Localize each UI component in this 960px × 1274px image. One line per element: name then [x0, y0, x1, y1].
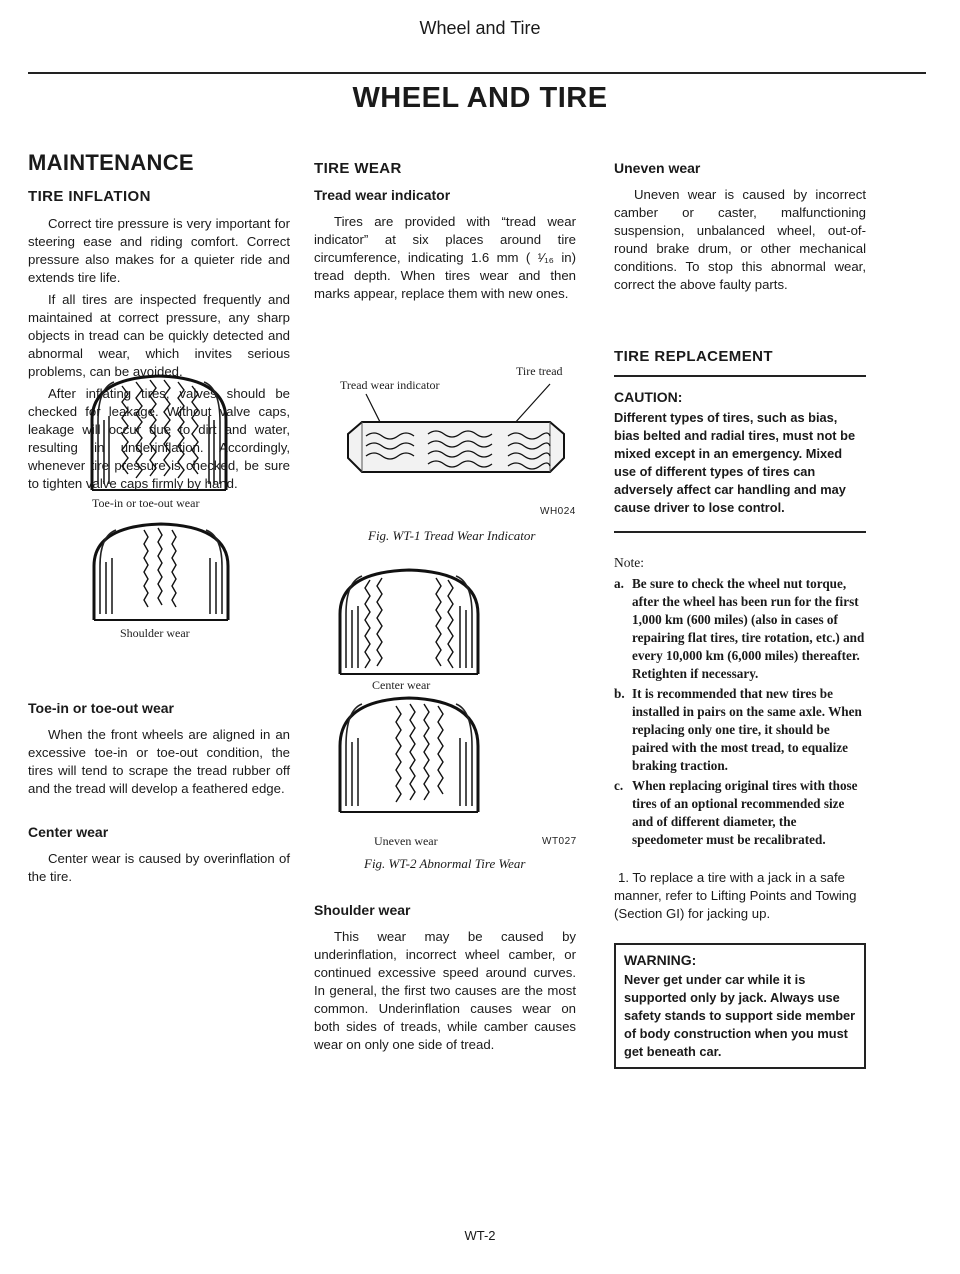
- figure-caption-wt1: Fig. WT-1 Tread Wear Indicator: [368, 528, 536, 543]
- running-head: Wheel and Tire: [419, 18, 541, 38]
- note-block: [614, 555, 866, 849]
- heading-tread-wear-indicator: Tread wear indicator: [314, 187, 451, 203]
- column-right: [614, 160, 866, 1069]
- warning-title: WARNING:: [624, 952, 697, 968]
- note-letter: c.: [614, 778, 624, 793]
- paragraph: When the front wheels are aligned in an excessive toe-in or toe-out condition, the tires will tend to scrape the tread rubber off and the tread will develop a feathered edge.: [28, 727, 290, 796]
- header-rule: [28, 72, 926, 74]
- page-number: WT-2: [464, 1228, 496, 1243]
- paragraph: Tires are provided with “tread wear indicator” at six places around tire circumference, indicating 1.6 mm ( ¹⁄₁₆ in) tread depth. When tires wear and then marks appear, replace them with new ones.: [314, 214, 576, 301]
- shoulder-wear-figure: [88, 522, 234, 622]
- caution-rule-top: [614, 375, 866, 377]
- heading-tire-inflation: TIRE INFLATION: [28, 188, 151, 205]
- heading-shoulder-wear: Shoulder wear: [314, 902, 411, 918]
- note-text: Be sure to check the wheel nut torque, after the wheel has been run for the first 1,000 km (600 miles) (also in cases of repairing flat tires, tire rotation, etc.) and every 10,000 km (6,000 miles) thereafter. Retighten if necessary.: [632, 576, 865, 681]
- step-1: 1. To replace a tire with a jack in a safe manner, refer to Lifting Points and Towing (Section GI) for jacking up.: [614, 870, 857, 921]
- paragraph: If all tires are inspected frequently and maintained at correct pressure, any sharp objects in tread can be quickly detected and abnormal wear, which invites serious problems, can be avoided.: [28, 292, 290, 379]
- note-item: [614, 575, 866, 683]
- heading-tire-replacement: TIRE REPLACEMENT: [614, 348, 773, 365]
- note-title: Note:: [614, 555, 644, 570]
- figure-label-center-wear: Center wear: [372, 678, 431, 692]
- uneven-wear-figure: [334, 696, 484, 814]
- note-text: When replacing original tires with those tires of an optional recommended size and of different diameter, the speedometer must be recalibrated.: [632, 778, 858, 847]
- figure-code-wh024: WH024: [540, 506, 576, 517]
- note-letter: b.: [614, 686, 625, 701]
- column-middle: [314, 160, 576, 303]
- note-item: [614, 685, 866, 775]
- figure-label-toe-in: Toe-in or toe-out wear: [92, 496, 200, 510]
- paragraph: Correct tire pressure is very important for steering ease and riding comfort. Correct pressure also makes for a quieter ride and extends tire life.: [28, 216, 290, 285]
- caution-title: CAUTION:: [614, 389, 683, 405]
- figure-label-shoulder: Shoulder wear: [120, 626, 190, 640]
- page-title: WHEEL AND TIRE: [352, 82, 608, 114]
- figure-caption-wt2: Fig. WT-2 Abnormal Tire Wear: [364, 856, 526, 871]
- figure-label-tread-wear-indicator: Tread wear indicator: [340, 378, 440, 392]
- note-text: It is recommended that new tires be installed in pairs on the same axle. When replacing only one tire, it should be paired with the most tread, to equalize braking traction.: [632, 686, 862, 773]
- note-letter: a.: [614, 576, 624, 591]
- heading-toe-in-wear: Toe-in or toe-out wear: [28, 700, 174, 716]
- center-wear-figure: [334, 568, 484, 676]
- toe-in-wear-figure: [84, 372, 234, 494]
- heading-tire-wear: TIRE WEAR: [314, 160, 402, 177]
- caution-body: Different types of tires, such as bias, bias belted and radial tires, must not be mixed except in an emergency. Mixed use of different types of tires can adversely affect car handling and may cause driver to lose control.: [614, 410, 856, 515]
- note-item: [614, 777, 866, 849]
- caution-rule-bottom: [614, 531, 866, 533]
- warning-box: [614, 943, 866, 1069]
- figure-label-uneven-wear: Uneven wear: [374, 834, 438, 848]
- section-heading-maintenance: MAINTENANCE: [28, 150, 194, 175]
- paragraph: Center wear is caused by overinflation of the tire.: [28, 851, 290, 884]
- figure-code-wt027: WT027: [542, 836, 577, 847]
- heading-uneven-wear: Uneven wear: [614, 160, 701, 176]
- paragraph: Uneven wear is caused by incorrect camber or caster, malfunctioning suspension, unbalanced wheel, out-of-round brake drum, or other mechanical conditions. To stop this abnormal wear, correct the above faulty parts.: [614, 187, 866, 292]
- column-middle-lower: [314, 902, 576, 1054]
- figure-label-tire-tread: Tire tread: [516, 364, 563, 378]
- paragraph: After inflating tires, valves should be checked for leakage. Without valve caps, leakage will occur due to dirt and water, resulting in underinflation. Accordingly, whenever tire pressure is checked, be sure to tighten valve caps firmly by hand.: [28, 386, 290, 491]
- paragraph: This wear may be caused by underinflation, incorrect wheel camber, or continued excessive speed around curves. In general, the first two causes are the most common. Underinflation causes wear on both sides of treads, while camber causes wear on only one side of tread.: [314, 929, 576, 1052]
- heading-center-wear: Center wear: [28, 824, 109, 840]
- caution-block: [614, 375, 866, 533]
- tread-wear-indicator-figure: [336, 380, 576, 490]
- warning-body: Never get under car while it is supported only by jack. Always use safety stands to support side member of body construction when you must get beneath car.: [624, 972, 856, 1059]
- column-left-lower: [28, 700, 290, 886]
